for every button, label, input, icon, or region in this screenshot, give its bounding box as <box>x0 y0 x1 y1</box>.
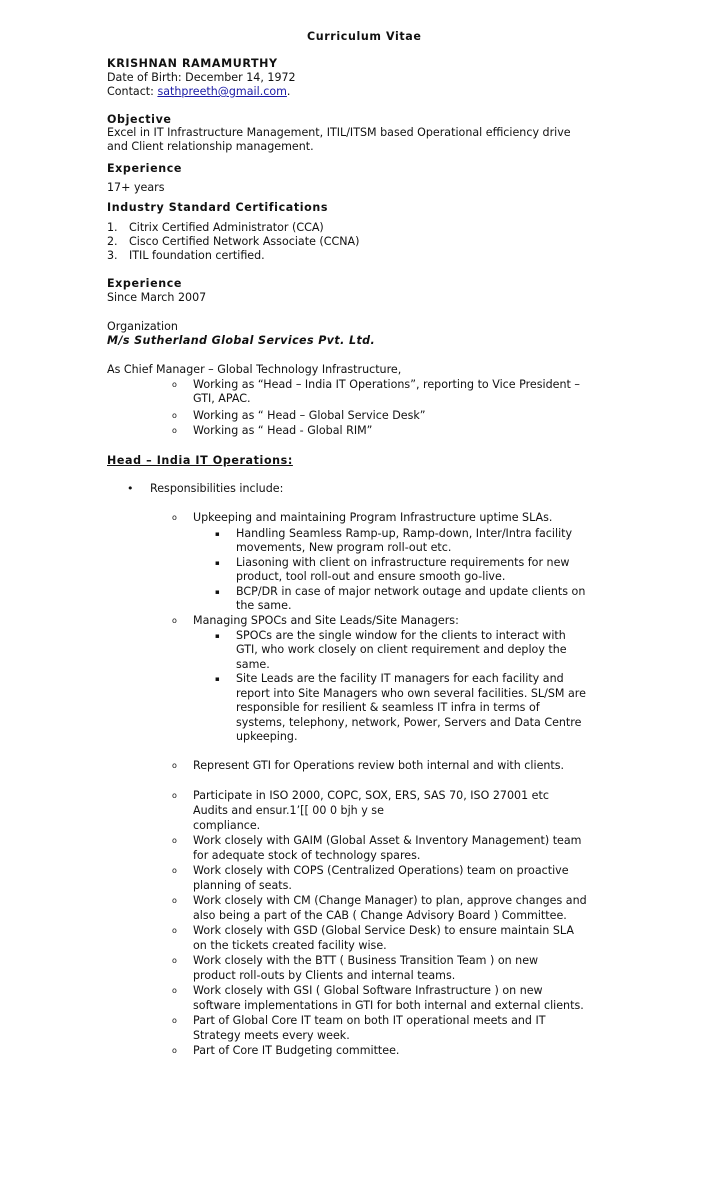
responsibility-line: Managing SPOCs and Site Leads/Site Managers: <box>193 614 459 627</box>
responsibility-line: Work closely with GAIM (Global Asset & Inventory Management) team <box>193 834 582 847</box>
sub-item-line: product, tool roll-out and ensure smooth go-live. <box>236 570 506 583</box>
circle-bullet-icon: o <box>172 986 177 995</box>
organization-label: Organization <box>107 320 178 333</box>
square-bullet-icon: ▪ <box>215 588 220 596</box>
circle-bullet-icon: o <box>172 380 177 389</box>
square-bullet-icon: ▪ <box>215 559 220 567</box>
experience-heading: Experience <box>107 277 182 290</box>
responsibility-line: Strategy meets every week. <box>193 1029 350 1042</box>
responsibility-line: also being a part of the CAB ( Change Advisory Board ) Committee. <box>193 909 567 922</box>
organization-name: M/s Sutherland Global Services Pvt. Ltd. <box>107 334 376 347</box>
sub-item-line: Handling Seamless Ramp-up, Ramp-down, Inter/Intra facility <box>236 527 573 540</box>
responsibility-line: Part of Core IT Budgeting committee. <box>193 1044 400 1057</box>
circle-bullet-icon: o <box>172 836 177 845</box>
experience-since: Since March 2007 <box>107 291 207 304</box>
square-bullet-icon: ▪ <box>215 530 220 538</box>
responsibility-line: product roll-outs by Clients and internal teams. <box>193 969 456 982</box>
certification-number: 2. <box>107 235 118 248</box>
square-bullet-icon: ▪ <box>215 675 220 683</box>
sub-item-line: same. <box>236 658 270 671</box>
role-line: Working as “ Head - Global RIM” <box>193 424 373 437</box>
head-section-heading: Head – India IT Operations: <box>107 454 293 467</box>
email-link[interactable]: sathpreeth@gmail.com <box>157 85 287 98</box>
sub-item-line: report into Site Managers who own several facilities. SL/SM are <box>236 687 586 700</box>
certification-number: 3. <box>107 249 118 262</box>
responsibility-line: for adequate stock of technology spares. <box>193 849 421 862</box>
circle-bullet-icon: o <box>172 411 177 420</box>
responsibility-line: software implementations in GTI for both internal and external clients. <box>193 999 584 1012</box>
circle-bullet-icon: o <box>172 616 177 625</box>
responsibility-line: on the tickets created facility wise. <box>193 939 387 952</box>
role-intro: As Chief Manager – Global Technology Infrastructure, <box>107 363 402 376</box>
circle-bullet-icon: o <box>172 866 177 875</box>
sub-item-line: BCP/DR in case of major network outage and update clients on <box>236 585 586 598</box>
responsibility-line: Work closely with COPS (Centralized Operations) team on proactive <box>193 864 569 877</box>
certification-item: Cisco Certified Network Associate (CCNA) <box>129 235 360 248</box>
circle-bullet-icon: o <box>172 791 177 800</box>
sub-item-line: the same. <box>236 599 292 612</box>
disc-bullet-icon: • <box>127 482 134 495</box>
experience-years: 17+ years <box>107 181 165 194</box>
document-title: Curriculum Vitae <box>307 30 422 43</box>
sub-item-line: systems, telephony, network, Power, Servers and Data Centre <box>236 716 582 729</box>
circle-bullet-icon: o <box>172 761 177 770</box>
circle-bullet-icon: o <box>172 926 177 935</box>
objective-line: and Client relationship management. <box>107 140 314 153</box>
responsibility-line: Audits and ensur.1’[[ 00 0 bjh y se <box>193 804 384 817</box>
responsibility-line: compliance. <box>193 819 261 832</box>
responsibility-line: Participate in ISO 2000, COPC, SOX, ERS, SAS 70, ISO 27001 etc <box>193 789 549 802</box>
certification-number: 1. <box>107 221 118 234</box>
role-line: Working as “ Head – Global Service Desk” <box>193 409 426 422</box>
sub-item-line: responsible for resilient & seamless IT infra in terms of <box>236 701 540 714</box>
circle-bullet-icon: o <box>172 956 177 965</box>
sub-item-line: upkeeping. <box>236 730 298 743</box>
circle-bullet-icon: o <box>172 513 177 522</box>
candidate-name: KRISHNAN RAMAMURTHY <box>107 57 278 70</box>
responsibilities-label: Responsibilities include: <box>150 482 284 495</box>
objective-line: Excel in IT Infrastructure Management, ITIL/ITSM based Operational efficiency drive <box>107 126 571 139</box>
contact-line <box>107 85 290 99</box>
responsibility-line: planning of seats. <box>193 879 292 892</box>
responsibility-line: Work closely with GSI ( Global Software Infrastructure ) on new <box>193 984 543 997</box>
certification-item: ITIL foundation certified. <box>129 249 265 262</box>
sub-item-line: Liasoning with client on infrastructure requirements for new <box>236 556 570 569</box>
circle-bullet-icon: o <box>172 426 177 435</box>
objective-heading: Objective <box>107 113 172 126</box>
contact-label: Contact: <box>107 85 158 98</box>
experience-summary-heading: Experience <box>107 162 182 175</box>
responsibility-line: Represent GTI for Operations review both internal and with clients. <box>193 759 565 772</box>
role-line: GTI, APAC. <box>193 392 251 405</box>
circle-bullet-icon: o <box>172 1046 177 1055</box>
responsibility-line: Part of Global Core IT team on both IT operational meets and IT <box>193 1014 546 1027</box>
sub-item-line: movements, New program roll-out etc. <box>236 541 452 554</box>
square-bullet-icon: ▪ <box>215 632 220 640</box>
role-line: Working as “Head – India IT Operations”, reporting to Vice President – <box>193 378 580 391</box>
certifications-heading: Industry Standard Certifications <box>107 201 329 214</box>
sub-item-line: Site Leads are the facility IT managers for each facility and <box>236 672 564 685</box>
circle-bullet-icon: o <box>172 1016 177 1025</box>
contact-suffix: . <box>286 85 291 98</box>
circle-bullet-icon: o <box>172 896 177 905</box>
sub-item-line: GTI, who work closely on client requirement and deploy the <box>236 643 567 656</box>
date-of-birth: Date of Birth: December 14, 1972 <box>107 71 296 84</box>
certification-item: Citrix Certified Administrator (CCA) <box>129 221 324 234</box>
responsibility-line: Work closely with the BTT ( Business Transition Team ) on new <box>193 954 539 967</box>
responsibility-line: Work closely with CM (Change Manager) to plan, approve changes and <box>193 894 587 907</box>
responsibility-line: Work closely with GSD (Global Service Desk) to ensure maintain SLA <box>193 924 574 937</box>
sub-item-line: SPOCs are the single window for the clients to interact with <box>236 629 566 642</box>
responsibility-line: Upkeeping and maintaining Program Infrastructure uptime SLAs. <box>193 511 553 524</box>
